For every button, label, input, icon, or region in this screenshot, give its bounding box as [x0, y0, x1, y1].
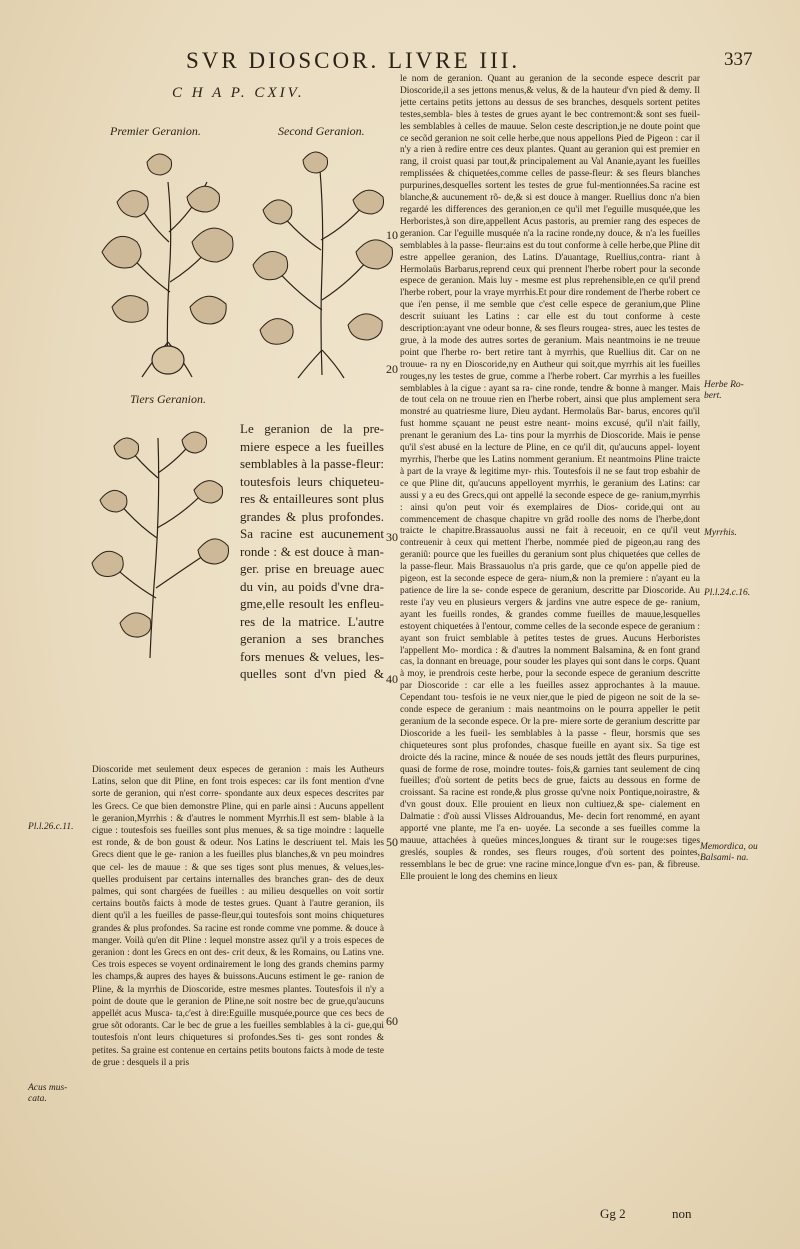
left-large-paragraph: Le geranion de la pre- miere espece a les fueilles semblables à la passe-fleur: toutesfois leurs chiqueteu- res & entailleures sont plus grandes & plus profondes. Sa racine est aucunement ronde : & est douce à man- ger. prise en breuage auec du vin, au poids d'vne dra- gme,elle resoult les enfleu- res de la matrice. L'autre geranion a ses branches fors menues & velues, les- quelles sont d'vn pied & — [240, 421, 384, 681]
margin-note-herbe-robert: Herbe Ro- bert. — [704, 380, 744, 401]
left-large-text-wrap — [240, 420, 384, 684]
line-number-20: 20 — [386, 362, 398, 376]
second-geranion-woodcut — [248, 140, 396, 380]
chapter-heading: C H A P. CXIV. — [172, 85, 305, 101]
running-title: SVR DIOSCOR. LIVRE III. — [186, 48, 521, 73]
page-number: 337 — [724, 49, 753, 70]
line-number-60: 60 — [386, 1014, 398, 1028]
line-number-30: 30 — [386, 530, 398, 544]
signature-mark: Gg 2 — [600, 1206, 626, 1221]
caption-first-geranion: Premier Geranion. — [110, 124, 201, 138]
caption-third-geranion: Tiers Geranion. — [130, 392, 207, 406]
margin-note-pl-l24: Pl.l.24.c.16. — [704, 588, 751, 598]
right-paragraph: le nom de geranion. Quant au geranion de la seconde espece descrit par Dioscoride,il a ses jettons menus,& velus, & de la hauteur d'vn pied & demy. Il jette certains petits jettons au dessus de ses branches, desquels sortent petites testes,sembla- bles à testes de grues ayant le bec contremont:& sont ses fueil- les semblables à celles de mauue. Selon ceste description,je ne doute point que ce secõd geranion ne soit celle herbe,que nous appellons Pied de Pigeon : car il n'y a rien à redire entre ces deux plantes. Quant au geranion qui est premier en rang, il croist quasi par tout,& principalement au Val Ananie,ayant les fueilles remplissées & chiquetées,comme celles de passe-fleur: & ses fleurs blanches purpurines,desquelles sortent les testes de grue ful-mentionnées.Sa racine est blanche,& aucunement rõ- de,& si est douce à manger. Ruellius donc n'a bien regardé les differences des geranion,en ce qu'il met l'eguille musquée,que les Herboristes,à son dire,appellent Acus pastoris, au premier rang des especes de geranion. Car l'eguille musquée n'a la racine ronde,ny douce, & n'a les fueilles semblables à la passe- fleur:ains est du tout conforme à celle herbe,que Pline dit estre appellee geranion, des Latins. D'auantage, Ruellius,contra- riant à Hermolaüs Barbarus,reprend ceux qui prennent l'herbe robert pour la seconde espece de geranion. Mais luy - mesme est plus reprehensible,en ce qu'il prend l'herbe robert, pour la vraye myrrhis.Et pour dire rondement de l'herbe robert ce que i'en pense, il me semble que c'est celle espece de geranium,que Pline descrit suiuant les Latins : car elle est du tout conforme à ceste description:ayant vne odeur bonne, & ses fleurs rougea- stres, auec les testes de grue, à la mode des autres sortes de geranium. Mais neantmoins ie ne treuue point que l'herbe ro- bert retire tant à myrrhis, que Ruellius dit. Car on ne trouue- ra ny en Dioscoride,ny en Autheur qui soit,que myrrhis ait les fueilles rouges,ny les testes de grue, comme a l'herbe robert. Car myrrhis a les fueilles semblables à la cigue : ayant sa ra- cine ronde, tendre & bonne à manger. Mais de tout cela on ne trouue rien en l'herbe robert, ainsi que plus amplement sera monstré au quatriesme liure, Dieu aydant. Hermolaüs Bar- barus, encores qu'il fust homme sçauant ne peust estre neant- moins excusé, qu'il n'ait failly, prenant le geranium des La- tins pour la myrrhis de Dioscoride. Mais ie pense qu'il s'est abusé en la lecture de Pline, en ce qu'il dit, qu'aucuns appel- loyent myrrhis, l'herbe que les Latins nomment geranium. Et neantmoins Pline traicte à part de la vraye & legitime myr- rhis. Toutesfois il ne se faut trop esbahir de ce que Pline dit, qu'aucuns appelloyent myrrhis, le geranium des Latins: car aussi y a eu des Grecs,qui ont appellé la seconde espece de ge- ranium,myrrhis : ainsi qu'on peut voir és exemplaires de Dios- coride,qui ont au commencement de chasque chapitre vn grãd roolle des noms de l'herbe,dont traicte le chapitre.Brassauolus aussi ne fait à receuoir, en ce qu'il veut contreuenir à ceux qui mettent l'herbe, nommée pied de pigeon,au rang des geraniũ: pource que les fueilles du geranium sont plus chiquetées que celles de la passe-fleur. Mais Brassauolus n'a pris garde, que ce qu'on appelle pied de pigeon, est la seconde espece de gera- nium,& non la premiere : n'ayant eu la patience de lire la se- conde espece de geranium, descritte par Dioscoride. Au reste i'ay veu en plusieurs vergers & jardins vne autre espece de ge- ranium, ayant les fueills rondes, & grandes comme fueilles de mauue,lesquelles estoyent chiquetées à l'entour, comme celles de la seconde espece de geranium : ayant son fruict semblable à petites testes de grues. Aucuns Herboristes l'appellent Mo- mordica : & d'autres la nomment Balsamina, & en font grand cas, la donnant en breuage, pour souder les playes qui sont dans le corps. Quant à moy, ie prendrois ceste herbe, pour la seconde espece de geranium descritte par Dioscoride : car elle a les fueilles assez approchantes à la mauue. Cependant tou- tesfois ie ne veux nier,que le pied de pigeon ne soit de la se- conde espece de geranium : mais neantmoins on le pourra appeller le petit geranium de la seconde espece. Or la pre- miere sorte de geranium descritte par Dioscoride a les fueil- les semblables à la passe - fleur, horsmis que ses chiqueteures sont plus profondes, chasque fueille en ayant six. Sa tige est droicte dés la racine, mince & nouée de ses nouds jettãt des fleurs purpurines, quasi de forme de rose, moindre toutes- fois,& garnies tant seulement de cinq fueilles; d'où sortent de petits becs de grue, faicts au dessous en forme de croissant. Sa racine est ronde,& plus grosse qu'vne noix Pontique,noirastre, & d'vn goust doux. Elle prouient en lieux non cultiuez,& spe- cialement en Dalmatie : d'où aussi Vlisses Aldrouandus, Me- decin fort renommé, en ayant apporté vne plante, me l'a en- uoyée. La seconde a ses fueilles comme la mauue, attachées à queües minces,longues & tirant sur le rouge:ses tiges greslés, souples & rondes, ses fleurs rouges, d'où sortent des pointes, ressemblans le bec de grue: vne racine mince,longue d'vn es- pan, & fibreuse. Elle prouient le long des chemins en lieux — [400, 74, 700, 882]
margin-note-myrrhis: Myrrhis. — [704, 528, 737, 538]
margin-note-acus-muscata: Acus mus- cata. — [28, 1083, 68, 1104]
catchword: non — [672, 1206, 692, 1221]
line-number-50: 50 — [386, 835, 398, 849]
left-small-paragraph: Dioscoride met seulement deux especes de geranion : mais les Autheurs Latins, selon que dit Pline, en font trois especes: car ils font mention d'vne sorte de geranion, qui n'est corre- spondante aux deux especes descrites par les Grecs. Ce que bien demonstre Pline, qui en parle ainsi : Aucuns appellent le geranion,Myrrhis : & d'autres le nomment Myrrhis.Il est sem- blable à la cigue : toutesfois ses fueilles sont plus menues, & sa tige moindre : laquelle est ronde, & de bon goust & odeur. Nos Latins le descriuent tel. Mais les Grecs dient que le ge- ranion a les fueilles plus blanches,& vn peu moindres que cel- les de mauue : & que ses tiges sont plus menues, & velues,les- quelles produisent par certains internalles des branches gran- des de deux palmes, qui sont chargées de fueilles : au milieu desquelles on voit sortir certains boutõs faicts à mode de testes grues. Quant à l'autre geranion, ils dient qu'il a les fueilles de passe-fleur,qui toutesfois sont moins chiquetures grandes & plus profondes. Sa racine est ronde comme vne pomme. & douce à manger. Voilà qu'en dit Pline : lequel monstre assez qu'il y a trois especes de geranion : dont les Grecs en ont des- crit deux, & les Romains, ou Latins vne. Ces trois especes se voyent ordinairement le long des grands chemins parmy les champs,& aupres des hayes & buissons.Aucuns estiment le ge- ranion de Pline, & la myrrhis de Dioscoride, estre mesmes plantes. Toutesfois il n'y a point de doute que le geranion de Pline,ne soit nostre bec de grue,qu'aucuns appellét acus Musca- ta,c'est à dire:Eguille musquée,pource que ces becs de grue sõt odorants. Car le bec de grue a les fueilles semblables à la ci- gue,qui toutesfois n'ont leurs chiquetures si profondes.Ses ti- ges sont rondes & petites. Sa graine est contenue en certains petits boutons faicts à mode de teste de grue : desquels il a pris — [92, 765, 384, 1068]
line-number-10: 10 — [386, 228, 398, 242]
margin-note-pl-l26: Pl.l.26.c.11. — [28, 822, 74, 832]
right-column — [400, 74, 700, 1204]
third-geranion-woodcut — [90, 418, 230, 662]
first-geranion-woodcut — [92, 142, 244, 380]
caption-second-geranion: Second Geranion. — [278, 124, 365, 138]
margin-note-memordica: Memordica, ou Balsami- na. — [700, 842, 758, 863]
line-number-40: 40 — [386, 672, 398, 686]
left-small-column — [92, 764, 384, 1202]
